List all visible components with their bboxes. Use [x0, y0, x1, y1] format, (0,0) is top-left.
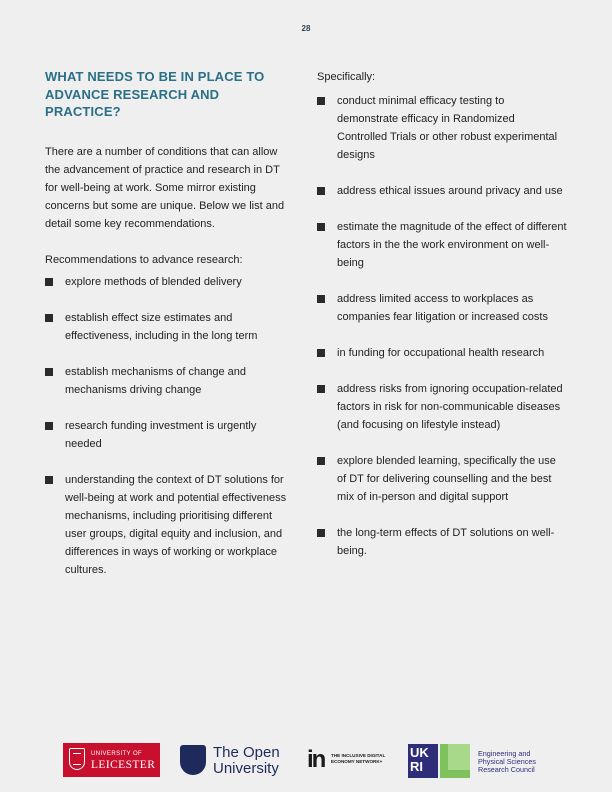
list-item-text: the long-term effects of DT solutions on well-being. [337, 527, 555, 557]
list-item [45, 363, 295, 399]
list-item-text: in funding for occupational health research [337, 347, 545, 359]
square-bullet-icon [317, 97, 325, 105]
list-item [45, 471, 295, 579]
square-bullet-icon [317, 385, 325, 393]
list-item [317, 218, 567, 272]
list-item-text: conduct minimal efficacy testing to demonstrate efficacy in Randomized Controlled Trials or other robust experimental designs [337, 95, 558, 161]
square-bullet-icon [317, 295, 325, 303]
list-item [317, 344, 567, 362]
square-bullet-icon [317, 187, 325, 195]
list-item-text: address limited access to workplaces as companies fear litigation or increased costs [337, 293, 548, 323]
square-bullet-icon [317, 457, 325, 465]
inclusive-logo-mark: in [307, 746, 325, 773]
page-number: 28 [301, 24, 311, 33]
list-item-text: explore blended learning, specifically the use of DT for delivering counselling and the best mix of in-person and digital support [337, 455, 556, 503]
leicester-logo-line1: UNIVERSITY OF [91, 751, 143, 757]
ukri-epsrc-logo [408, 744, 558, 780]
list-item [45, 309, 295, 345]
list-item-text: explore methods of blended delivery [65, 275, 242, 288]
list-item [317, 290, 567, 326]
list-item-text: understanding the context of DT solutions for well-being at work and potential effectiveness mechanisms, including prioritising different user groups, digital equity and inclusion, and differences in ways of working or workplace cultures. [65, 473, 287, 576]
list-item [45, 417, 295, 453]
square-bullet-icon [317, 223, 325, 231]
partner-logos [0, 740, 612, 782]
intro-paragraph: There are a number of conditions that can allow the advancement of practice and research in DT for well-being at work. Some mirror existing concerns but some are unique. Below we list and detail some key recommendations. [45, 145, 285, 230]
research-recommendations-heading: Recommendations to advance research: [45, 253, 243, 266]
open-university-shield-icon [180, 745, 206, 775]
list-item [317, 182, 567, 200]
square-bullet-icon [317, 349, 325, 357]
left-column [45, 68, 295, 579]
list-item [317, 92, 567, 164]
inclusive-digital-economy-network-logo [307, 745, 387, 777]
square-bullet-icon [45, 278, 53, 286]
leicester-shield-icon [69, 748, 85, 770]
list-item [45, 273, 295, 291]
list-item-text: establish effect size estimates and effectiveness, including in the long term [65, 311, 258, 342]
square-bullet-icon [317, 529, 325, 537]
list-item-text: address risks from ignoring occupation-related factors in risk for non-communicable diseases (and focusing on lifestyle instead) [337, 383, 563, 431]
square-bullet-icon [45, 476, 53, 484]
research-recommendations-list [45, 273, 295, 579]
square-bullet-icon [45, 422, 53, 430]
open-university-logo [180, 742, 290, 780]
university-of-leicester-logo [63, 743, 160, 777]
list-item [317, 380, 567, 434]
section-heading: WHAT NEEDS TO BE IN PLACE TO ADVANCE RESEARCH AND PRACTICE? [45, 69, 265, 119]
right-column [317, 68, 567, 560]
leicester-logo-line2: LEICESTER [91, 759, 156, 771]
open-university-logo-line2: University [213, 760, 279, 777]
specifically-heading: Specifically: [317, 71, 376, 83]
square-bullet-icon [45, 314, 53, 322]
inclusive-logo-text: THE INCLUSIVE DIGITAL ECONOMY NETWORK+ [331, 753, 386, 764]
open-university-logo-line1: The Open [213, 744, 280, 761]
list-item-text: research funding investment is urgently needed [65, 419, 257, 450]
list-item [317, 524, 567, 560]
list-item [317, 452, 567, 506]
list-item-text: address ethical issues around privacy and use [337, 185, 563, 197]
epsrc-logo-text: Engineering and Physical Sciences Research Council [478, 749, 536, 774]
list-item-text: establish mechanisms of change and mechanisms driving change [65, 365, 246, 396]
epsrc-light-green-block-icon [448, 744, 470, 770]
specific-recommendations-list [317, 92, 567, 560]
square-bullet-icon [45, 368, 53, 376]
ukri-mark: UK RI [408, 744, 438, 778]
list-item-text: estimate the magnitude of the effect of different factors in the the work environment on well-being [337, 221, 567, 269]
